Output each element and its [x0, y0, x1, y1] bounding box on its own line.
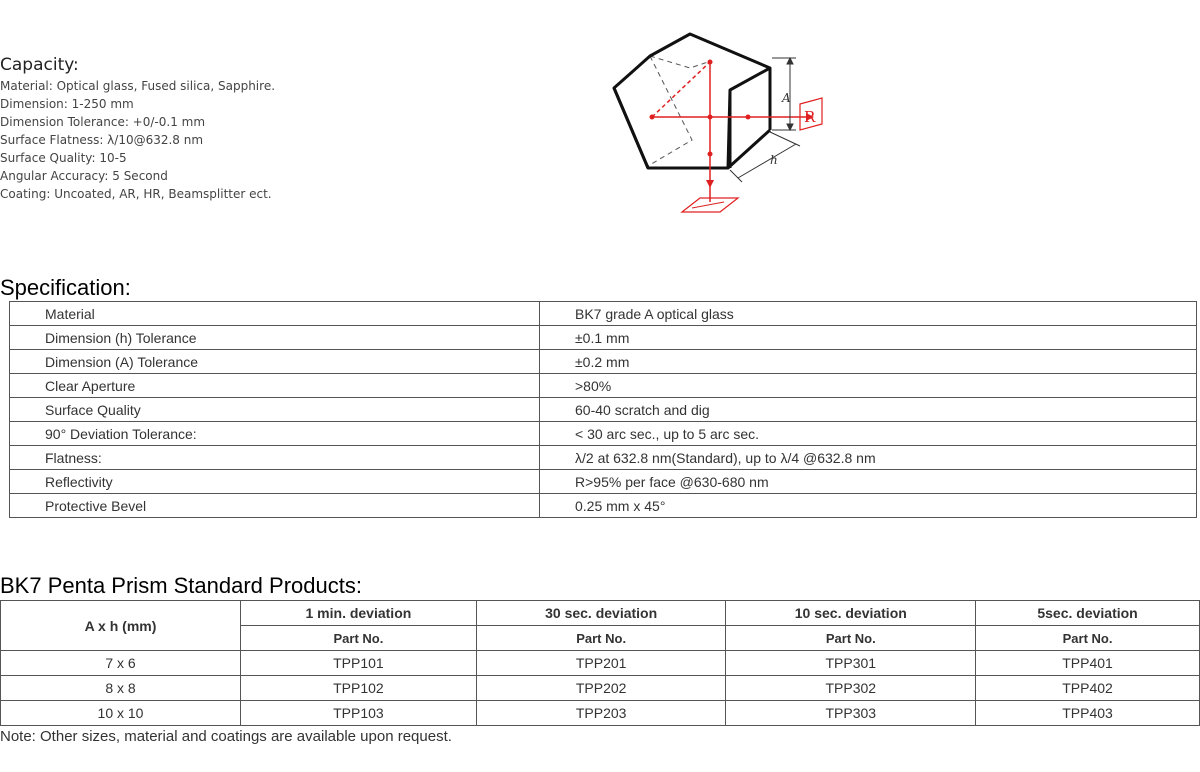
spec-value: λ/2 at 632.8 nm(Standard), up to λ/4 @632.8 nm — [540, 446, 1197, 470]
products-table — [0, 600, 1200, 726]
dimension-cell: 7 x 6 — [1, 651, 241, 676]
part-number-cell: TPP201 — [476, 651, 726, 676]
part-number-cell: TPP303 — [726, 701, 976, 726]
part-number-cell: TPP403 — [976, 701, 1200, 726]
penta-prism-diagram — [600, 22, 840, 222]
deviation-header: 10 sec. deviation — [726, 601, 976, 626]
table-row — [10, 470, 1197, 494]
spec-value: ±0.1 mm — [540, 326, 1197, 350]
table-row — [10, 422, 1197, 446]
specification-title: Specification: — [0, 275, 131, 300]
deviation-header: 5sec. deviation — [976, 601, 1200, 626]
table-row — [10, 302, 1197, 326]
spec-param: Protective Bevel — [10, 494, 540, 518]
spec-value: R>95% per face @630-680 nm — [540, 470, 1197, 494]
spec-param: Clear Aperture — [10, 374, 540, 398]
table-header-row — [1, 601, 1200, 626]
capacity-line: Surface Quality: 10-5 — [0, 151, 127, 165]
spec-value: BK7 grade A optical glass — [540, 302, 1197, 326]
spec-value: 60-40 scratch and dig — [540, 398, 1197, 422]
capacity-line: Surface Flatness: λ/10@632.8 nm — [0, 133, 204, 147]
table-row — [1, 651, 1200, 676]
table-row — [10, 494, 1197, 518]
spec-param: Reflectivity — [10, 470, 540, 494]
spec-param: Dimension (A) Tolerance — [10, 350, 540, 374]
products-title: BK7 Penta Prism Standard Products: — [0, 573, 362, 598]
table-row — [1, 676, 1200, 701]
deviation-header: 1 min. deviation — [241, 601, 477, 626]
spec-value: >80% — [540, 374, 1197, 398]
note-text: Note: Other sizes, material and coatings are available upon request. — [0, 728, 452, 745]
table-row — [1, 701, 1200, 726]
spec-param: Material — [10, 302, 540, 326]
capacity-line: Dimension: 1-250 mm — [0, 97, 134, 111]
dimension-cell: 10 x 10 — [1, 701, 241, 726]
part-no-header: Part No. — [976, 626, 1200, 651]
capacity-line: Coating: Uncoated, AR, HR, Beamsplitter ect. — [0, 187, 272, 201]
table-row — [10, 446, 1197, 470]
part-number-cell: TPP401 — [976, 651, 1200, 676]
capacity-section — [0, 55, 275, 203]
prism-outline — [614, 34, 770, 168]
capacity-line: Angular Accuracy: 5 Second — [0, 169, 168, 183]
spec-value: < 30 arc sec., up to 5 arc sec. — [540, 422, 1197, 446]
table-row — [10, 398, 1197, 422]
table-row — [10, 374, 1197, 398]
capacity-line: Material: Optical glass, Fused silica, Sapphire. — [0, 79, 276, 93]
specification-table — [9, 301, 1197, 518]
spec-param: 90° Deviation Tolerance: — [10, 422, 540, 446]
part-number-cell: TPP402 — [976, 676, 1200, 701]
light-ray — [650, 60, 815, 203]
h-label: h — [770, 153, 778, 167]
spec-param: Surface Quality — [10, 398, 540, 422]
part-number-cell: TPP302 — [726, 676, 976, 701]
part-number-cell: TPP301 — [726, 651, 976, 676]
spec-param: Flatness: — [10, 446, 540, 470]
spec-value: ±0.2 mm — [540, 350, 1197, 374]
part-number-cell: TPP101 — [241, 651, 477, 676]
part-number-cell: TPP202 — [476, 676, 726, 701]
spec-param: Dimension (h) Tolerance — [10, 326, 540, 350]
capacity-line: Dimension Tolerance: +0/-0.1 mm — [0, 115, 206, 129]
output-image-target — [800, 98, 822, 130]
part-no-header: Part No. — [476, 626, 726, 651]
part-number-cell: TPP103 — [241, 701, 477, 726]
a-label: A — [782, 91, 791, 105]
dimension-header: A x h (mm) — [1, 601, 241, 651]
deviation-header: 30 sec. deviation — [476, 601, 726, 626]
capacity-title: Capacity: — [0, 55, 79, 75]
spec-value: 0.25 mm x 45° — [540, 494, 1197, 518]
dimension-cell: 8 x 8 — [1, 676, 241, 701]
part-no-header: Part No. — [726, 626, 976, 651]
r-label: R — [804, 108, 816, 126]
table-row — [10, 350, 1197, 374]
part-number-cell: TPP102 — [241, 676, 477, 701]
part-number-cell: TPP203 — [476, 701, 726, 726]
prism-inner-edges — [614, 56, 650, 88]
part-no-header: Part No. — [241, 626, 477, 651]
table-row — [10, 326, 1197, 350]
